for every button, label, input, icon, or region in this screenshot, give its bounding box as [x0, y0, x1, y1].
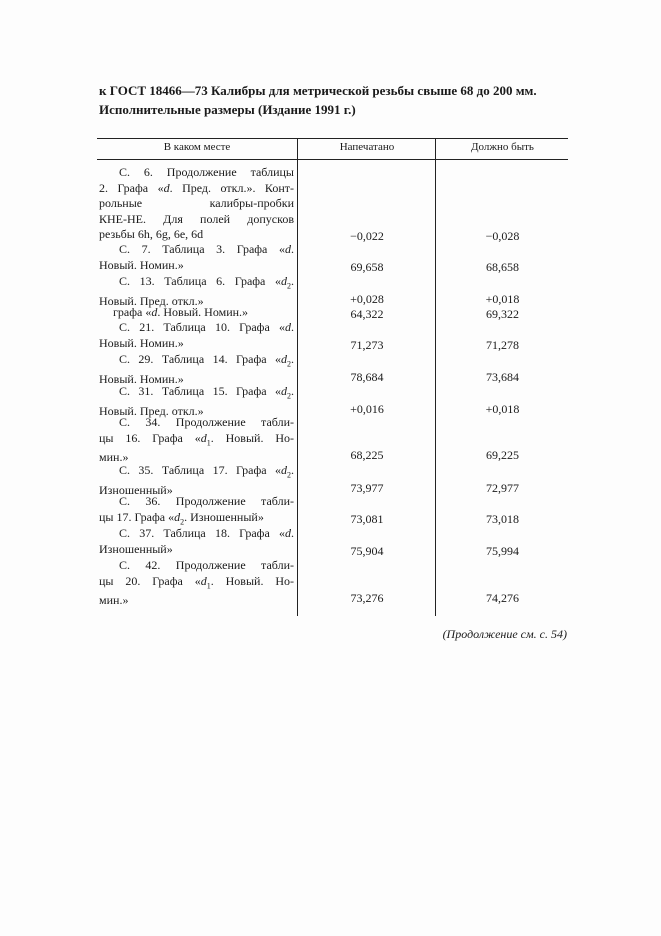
row-location-line: С. 37. Таблица 18. Графа «d.: [119, 526, 294, 540]
row-location: [99, 415, 294, 466]
row-printed-value: +0,028: [350, 291, 384, 306]
row-location: [99, 242, 294, 273]
row-location-line: Изношенный»: [99, 541, 173, 556]
continuation-note: (Продолжение см. с. 54): [442, 627, 567, 641]
row-printed-value: 69,658: [350, 259, 384, 274]
row-location-line: С. 6. Продолжение таблицы: [119, 165, 294, 179]
heading-line-1: к ГОСТ 18466—73 Калибры для метрической резьбы свыше 68 до 200 мм.: [99, 83, 537, 98]
row-correct-value: +0,018: [485, 291, 520, 306]
row-printed-value: 64,322: [350, 307, 384, 321]
row-location: [99, 494, 294, 529]
column-divider-2: [435, 138, 436, 616]
table-header-rule: [97, 159, 568, 160]
row-location-line: С. 36. Продолжение табли-: [119, 494, 294, 508]
row-location-line: Новый. Номин.»: [99, 335, 184, 350]
row-location: [99, 558, 294, 609]
row-location-line: С. 34. Продолжение табли-: [119, 415, 294, 429]
row-printed-value: 73,977: [350, 480, 384, 495]
row-correct-value: 69,225: [486, 448, 519, 462]
row-printed-value: 71,273: [350, 337, 384, 352]
row-location-line: Новый. Номин.»: [99, 257, 184, 272]
row-location-line: цы 16. Графа «$d_1$. Новый. Но-: [99, 430, 294, 447]
row-printed-value: 73,276: [350, 591, 384, 605]
row-printed-value: 73,081: [350, 511, 384, 526]
row-location: [99, 526, 294, 557]
header-location: В каком месте: [163, 141, 231, 153]
column-divider-1: [297, 138, 298, 616]
row-location-line: резьбы 6h, 6g, 6e, 6d: [99, 227, 204, 241]
row-location-line: мин.»: [99, 450, 129, 465]
row-correct-value: 73,684: [486, 369, 519, 384]
row-location-line: С. 42. Продолжение табли-: [119, 558, 294, 572]
row-location-line: Новый. Номин.»: [99, 371, 184, 386]
row-printed-value: 68,225: [350, 448, 384, 462]
row-location-line: С. 21. Таблица 10. Графа «d.: [119, 320, 294, 334]
row-correct-value: 69,322: [486, 307, 519, 321]
row-location-line: Изношенный»: [99, 482, 173, 497]
row-location-line: КНЕ-НЕ. Для полей допусков: [99, 211, 294, 226]
row-location-line: графа «d. Новый. Номин.»: [113, 305, 249, 319]
row-correct-value: 75,994: [486, 543, 519, 558]
row-printed-value: 75,904: [350, 543, 384, 558]
row-location-line: рольные калибры-пробки: [99, 196, 294, 210]
row-location-line: цы 17. Графа «$d_2$. Изношенный»: [99, 509, 264, 526]
row-location-line: Новый. Пред. откл.»: [99, 403, 204, 418]
row-location-line: мин.»: [99, 593, 129, 608]
row-location-line: С. 7. Таблица 3. Графа «d.: [119, 242, 294, 256]
row-correct-value: 74,276: [486, 591, 519, 605]
header-should-be: Должно быть: [471, 141, 534, 153]
heading-line-2: Исполнительные размеры (Издание 1991 г.): [99, 102, 356, 117]
row-correct-value: 72,977: [486, 480, 519, 495]
row-printed-value: −0,022: [350, 229, 384, 243]
row-correct-value: +0,018: [485, 401, 520, 416]
document-heading: [99, 81, 569, 119]
row-printed-value: 78,684: [350, 369, 384, 384]
row-location-line: цы 20. Графа «$d_1$. Новый. Но-: [99, 573, 294, 590]
table-top-rule: [97, 138, 568, 139]
row-correct-value: 73,018: [486, 511, 519, 526]
row-location: [99, 352, 294, 387]
header-printed: Напечатано: [339, 141, 395, 153]
row-correct-value: −0,028: [485, 229, 520, 243]
row-location-line: 2. Графа «d. Пред. откл.». Конт-: [99, 180, 295, 195]
row-location-line: С. 13. Таблица 6. Графа «$d_2$.: [119, 274, 294, 291]
row-correct-value: 71,278: [486, 337, 519, 352]
row-correct-value: 68,658: [486, 259, 519, 274]
row-location: [99, 165, 294, 243]
row-location-line: С. 31. Таблица 15. Графа «$d_2$.: [119, 384, 294, 401]
row-printed-value: +0,016: [350, 401, 384, 416]
row-location-line: Новый. Пред. откл.»: [99, 293, 204, 308]
row-location-line: С. 35. Таблица 17. Графа «$d_2$.: [119, 463, 294, 480]
row-location: [99, 320, 294, 351]
row-location-line: С. 29. Таблица 14. Графа «$d_2$.: [119, 352, 294, 369]
row-location: [99, 305, 294, 321]
